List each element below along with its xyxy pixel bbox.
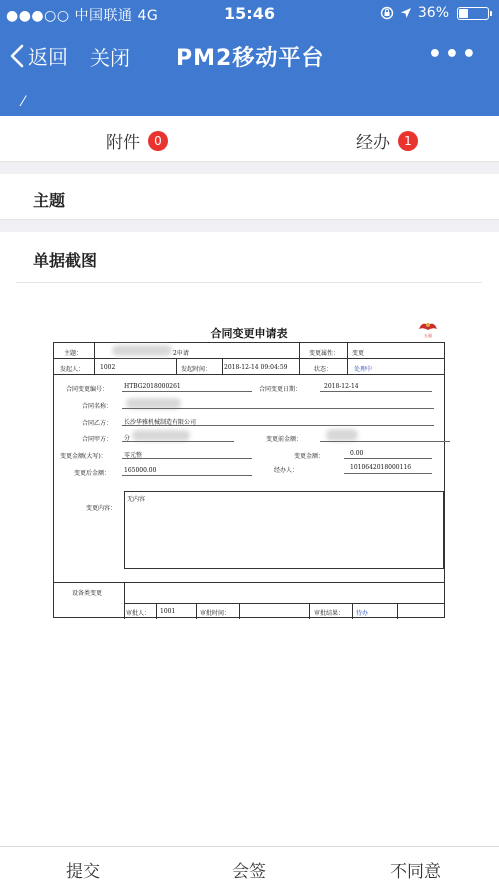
tab-handling[interactable] — [356, 128, 418, 153]
battery-percent: 36% — [417, 5, 449, 21]
status-right — [380, 5, 489, 21]
form-title: 合同变更申请表 — [210, 327, 288, 340]
contract-change-form-image[interactable] — [53, 316, 445, 618]
handler-value: 1010642018000116 — [350, 464, 412, 471]
amount-upper-label: 变更金额(大写)： — [60, 453, 107, 460]
submit-button[interactable]: 提交 — [66, 857, 100, 882]
party-b-label: 合同乙方： — [82, 420, 113, 427]
change-amount-label: 变更金额： — [294, 453, 325, 460]
redacted-amount-before — [326, 429, 358, 441]
back-button[interactable] — [10, 41, 68, 70]
carrier-name: 中国联通 — [74, 8, 133, 24]
status-bar — [0, 0, 499, 28]
signal-icon: ●●●○○ — [6, 8, 70, 24]
subject-section-title: 主题 — [33, 191, 66, 210]
party-b-value: 长沙华雅机械制造有限公司 — [124, 419, 197, 426]
tab-row — [0, 116, 499, 162]
screenshot-section-title: 单据截图 — [33, 251, 98, 270]
approve-result-value: 待办 — [356, 610, 369, 617]
amount-after-label: 变更后金额： — [74, 470, 111, 477]
approver-value: 1001 — [160, 608, 176, 615]
tab-attachments-label: 附件 — [106, 133, 140, 153]
party-a-value: 分 — [124, 435, 131, 442]
subject-label: 主题： — [64, 350, 83, 357]
status-time: 15:46 — [224, 4, 275, 23]
change-attr-value: 变更 — [352, 350, 365, 357]
redacted-subject — [112, 345, 172, 356]
disagree-button[interactable]: 不同意 — [390, 857, 441, 882]
change-content-box — [124, 491, 444, 569]
change-date-value: 2018-12-14 — [324, 383, 359, 390]
initiator-value: 1002 — [100, 364, 116, 371]
amount-after-value: 165000.00 — [124, 467, 157, 474]
handler-label: 经办人： — [274, 467, 299, 474]
initiator-label: 发起人： — [60, 366, 85, 373]
battery-icon — [457, 7, 489, 20]
device-change-label: 设备类变更 — [72, 590, 103, 597]
redacted-party-a — [132, 430, 190, 441]
page-title: PM2移动平台 — [176, 46, 325, 71]
initiate-time-value: 2018-12-14 09:04:59 — [224, 364, 288, 371]
amount-upper-value: 零元整 — [124, 452, 143, 459]
amount-before-label: 变更前金额： — [266, 436, 303, 443]
bottom-action-bar — [0, 846, 499, 887]
change-content-label: 变更内容： — [86, 505, 117, 512]
party-a-label: 合同甲方： — [82, 436, 113, 443]
handling-count-badge: 1 — [398, 131, 418, 151]
tab-attachments[interactable] — [106, 128, 168, 153]
countersign-button[interactable]: 会签 — [232, 857, 266, 882]
sub-header-bar — [0, 84, 499, 116]
subject-section — [0, 174, 499, 220]
state-value: 处理中 — [354, 366, 373, 373]
more-menu-button[interactable]: ••• — [427, 42, 479, 67]
change-code-label: 合同变更编号： — [66, 386, 109, 393]
tab-handling-label: 经办 — [356, 133, 390, 153]
network-type: 4G — [137, 8, 159, 24]
form-table — [53, 342, 445, 618]
approve-result-label: 审批结果： — [314, 610, 345, 617]
chevron-left-icon — [10, 44, 24, 68]
contract-name-label: 合同名称： — [82, 403, 113, 410]
company-logo-icon — [417, 319, 439, 339]
change-amount-value: 0.00 — [350, 450, 364, 457]
section-gap — [0, 220, 499, 232]
subject-value: 2申请 — [173, 350, 189, 357]
rotation-lock-icon — [380, 6, 394, 20]
approve-time-label: 审批时间： — [200, 610, 231, 617]
change-code-value: HTBG2018000261 — [124, 383, 181, 390]
back-label: 返回 — [28, 45, 68, 69]
change-date-label: 合同变更日期： — [259, 386, 302, 393]
change-content-value: 无内容 — [127, 496, 146, 503]
change-attr-label: 变更属性： — [309, 350, 340, 357]
svg-text:五福: 五福 — [424, 333, 432, 338]
initiate-time-label: 发起时间： — [181, 366, 212, 373]
screenshot-section — [0, 232, 499, 282]
section-gap — [0, 162, 499, 174]
location-arrow-icon — [400, 7, 412, 19]
document-screenshot-area — [16, 282, 482, 842]
approver-label: 审批人： — [126, 610, 151, 617]
nav-bar — [0, 28, 499, 84]
attachments-count-badge: 0 — [148, 131, 168, 151]
sub-header-mark: ⁄ — [22, 94, 25, 110]
close-button[interactable]: 关闭 — [90, 46, 130, 70]
state-label: 状态： — [314, 366, 333, 373]
